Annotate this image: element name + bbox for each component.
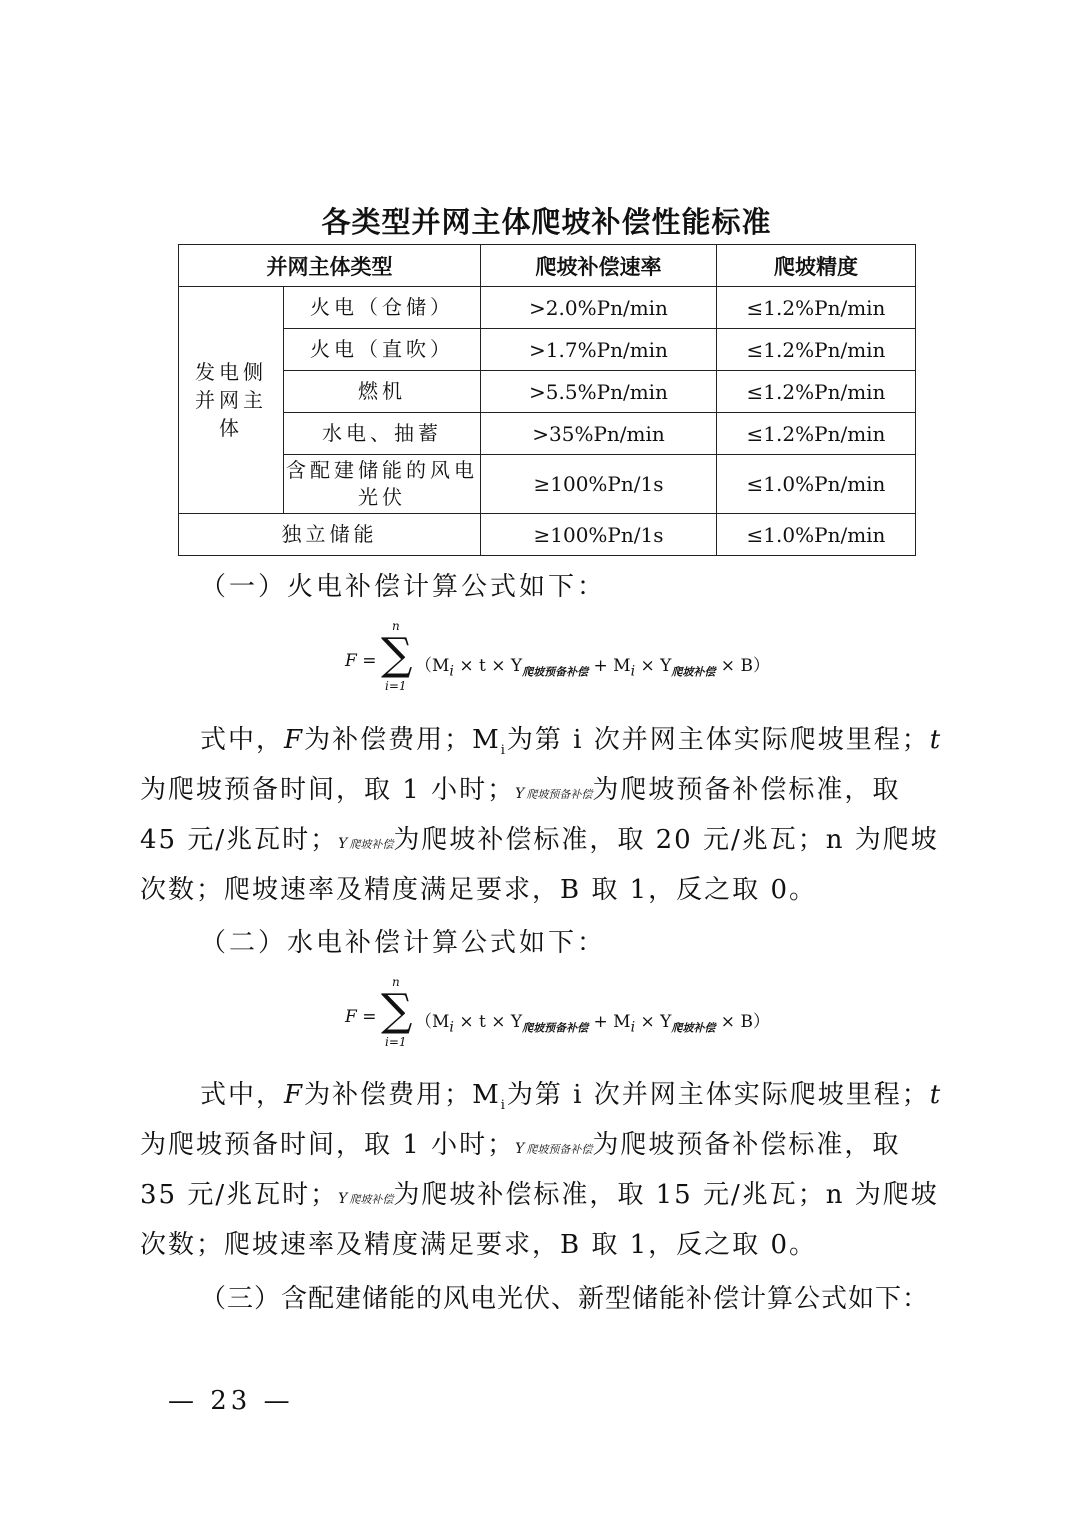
row-rate: ≥100%Pn/1s	[481, 514, 717, 556]
paragraph-line: 式中，F为补偿费用；$M_i$为第 i 次并网主体实际爬坡里程；t	[200, 1080, 943, 1114]
formula-sum-lower: i=1	[385, 679, 407, 693]
paragraph-line: 式中，F为补偿费用；$M_i$为第 i 次并网主体实际爬坡里程；t	[200, 725, 943, 759]
row-rate: >35%Pn/min	[481, 413, 717, 455]
table-row	[179, 371, 916, 413]
table-title: 各类型并网主体爬坡补偿性能标准	[321, 205, 772, 239]
row-rate: >2.0%Pn/min	[481, 287, 717, 329]
paragraph-line: 次数；爬坡速率及精度满足要求，B 取 1，反之取 0。	[140, 1230, 817, 1260]
section2-explanation	[140, 1070, 943, 1270]
formula-sum-lower: i=1	[385, 1035, 407, 1049]
formula-body: $(M_i \times t \times Y_{爬坡预备补偿} + M_i \times Y_{爬坡补偿} \times B)$	[415, 1012, 770, 1036]
row-type: 火电（仓储）	[284, 287, 481, 329]
row-type: 独立储能	[179, 514, 481, 556]
group-label-generation-side	[179, 287, 284, 514]
row-type	[284, 455, 481, 514]
table-row	[179, 287, 916, 329]
section2-formula	[345, 975, 770, 1053]
formula-body: $(M_i \times t \times Y_{爬坡预备补偿} + M_i \times Y_{爬坡补偿} \times B)$	[415, 656, 770, 680]
row-precision: ≤1.2%Pn/min	[717, 413, 916, 455]
group-label-line: 并网主	[195, 388, 267, 412]
section1-explanation	[140, 715, 943, 915]
formula-sum-upper: n	[392, 975, 400, 989]
row-rate: >5.5%Pn/min	[481, 371, 717, 413]
row-precision: ≤1.2%Pn/min	[717, 329, 916, 371]
paragraph-line: 为爬坡预备时间，取 1 小时；Y爬坡预备补偿为爬坡预备补偿标准，取	[140, 775, 901, 805]
summation-icon: ∑	[381, 629, 413, 680]
table-row	[179, 413, 916, 455]
row-precision: ≤1.0%Pn/min	[717, 514, 916, 556]
table-row-standalone-storage	[179, 514, 916, 556]
formula-sum-upper: n	[392, 619, 400, 633]
paragraph-line: 45 元/兆瓦时；Y爬坡补偿为爬坡补偿标准，取 20 元/兆瓦；n 为爬坡	[140, 825, 939, 855]
performance-standard-table	[178, 244, 916, 556]
table-header-row	[179, 245, 916, 287]
table-row	[179, 329, 916, 371]
group-label-line: 体	[219, 416, 243, 440]
section2-heading: （二）水电补偿计算公式如下：	[200, 928, 607, 958]
row-precision: ≤1.2%Pn/min	[717, 371, 916, 413]
section1-heading: （一）火电补偿计算公式如下：	[200, 572, 607, 602]
header-ramp-rate: 爬坡补偿速率	[481, 245, 717, 287]
section3-heading: （三）含配建储能的风电光伏、新型储能补偿计算公式如下：	[200, 1284, 930, 1314]
section1-formula	[345, 619, 770, 697]
row-type-line: 含配建储能的风电	[286, 458, 478, 482]
paragraph-line: 次数；爬坡速率及精度满足要求，B 取 1，反之取 0。	[140, 875, 817, 905]
row-rate: >1.7%Pn/min	[481, 329, 717, 371]
row-precision: ≤1.0%Pn/min	[717, 455, 916, 514]
row-type-line: 光伏	[358, 485, 406, 509]
formula-lhs: F =	[345, 651, 377, 671]
formula-lhs: F =	[345, 1007, 377, 1027]
row-precision: ≤1.2%Pn/min	[717, 287, 916, 329]
group-label-line: 发电侧	[195, 360, 267, 384]
summation-icon: ∑	[381, 985, 413, 1036]
paragraph-line: 35 元/兆瓦时；Y爬坡补偿为爬坡补偿标准，取 15 元/兆瓦；n 为爬坡	[140, 1180, 939, 1210]
row-type: 水电、抽蓄	[284, 413, 481, 455]
row-rate: ≥100%Pn/1s	[481, 455, 717, 514]
table-row	[179, 455, 916, 514]
row-type: 火电（直吹）	[284, 329, 481, 371]
header-entity-type: 并网主体类型	[179, 245, 481, 287]
row-type: 燃机	[284, 371, 481, 413]
header-ramp-precision: 爬坡精度	[717, 245, 916, 287]
paragraph-line: 为爬坡预备时间，取 1 小时；Y爬坡预备补偿为爬坡预备补偿标准，取	[140, 1130, 901, 1160]
page-number: — 23 —	[168, 1386, 294, 1416]
